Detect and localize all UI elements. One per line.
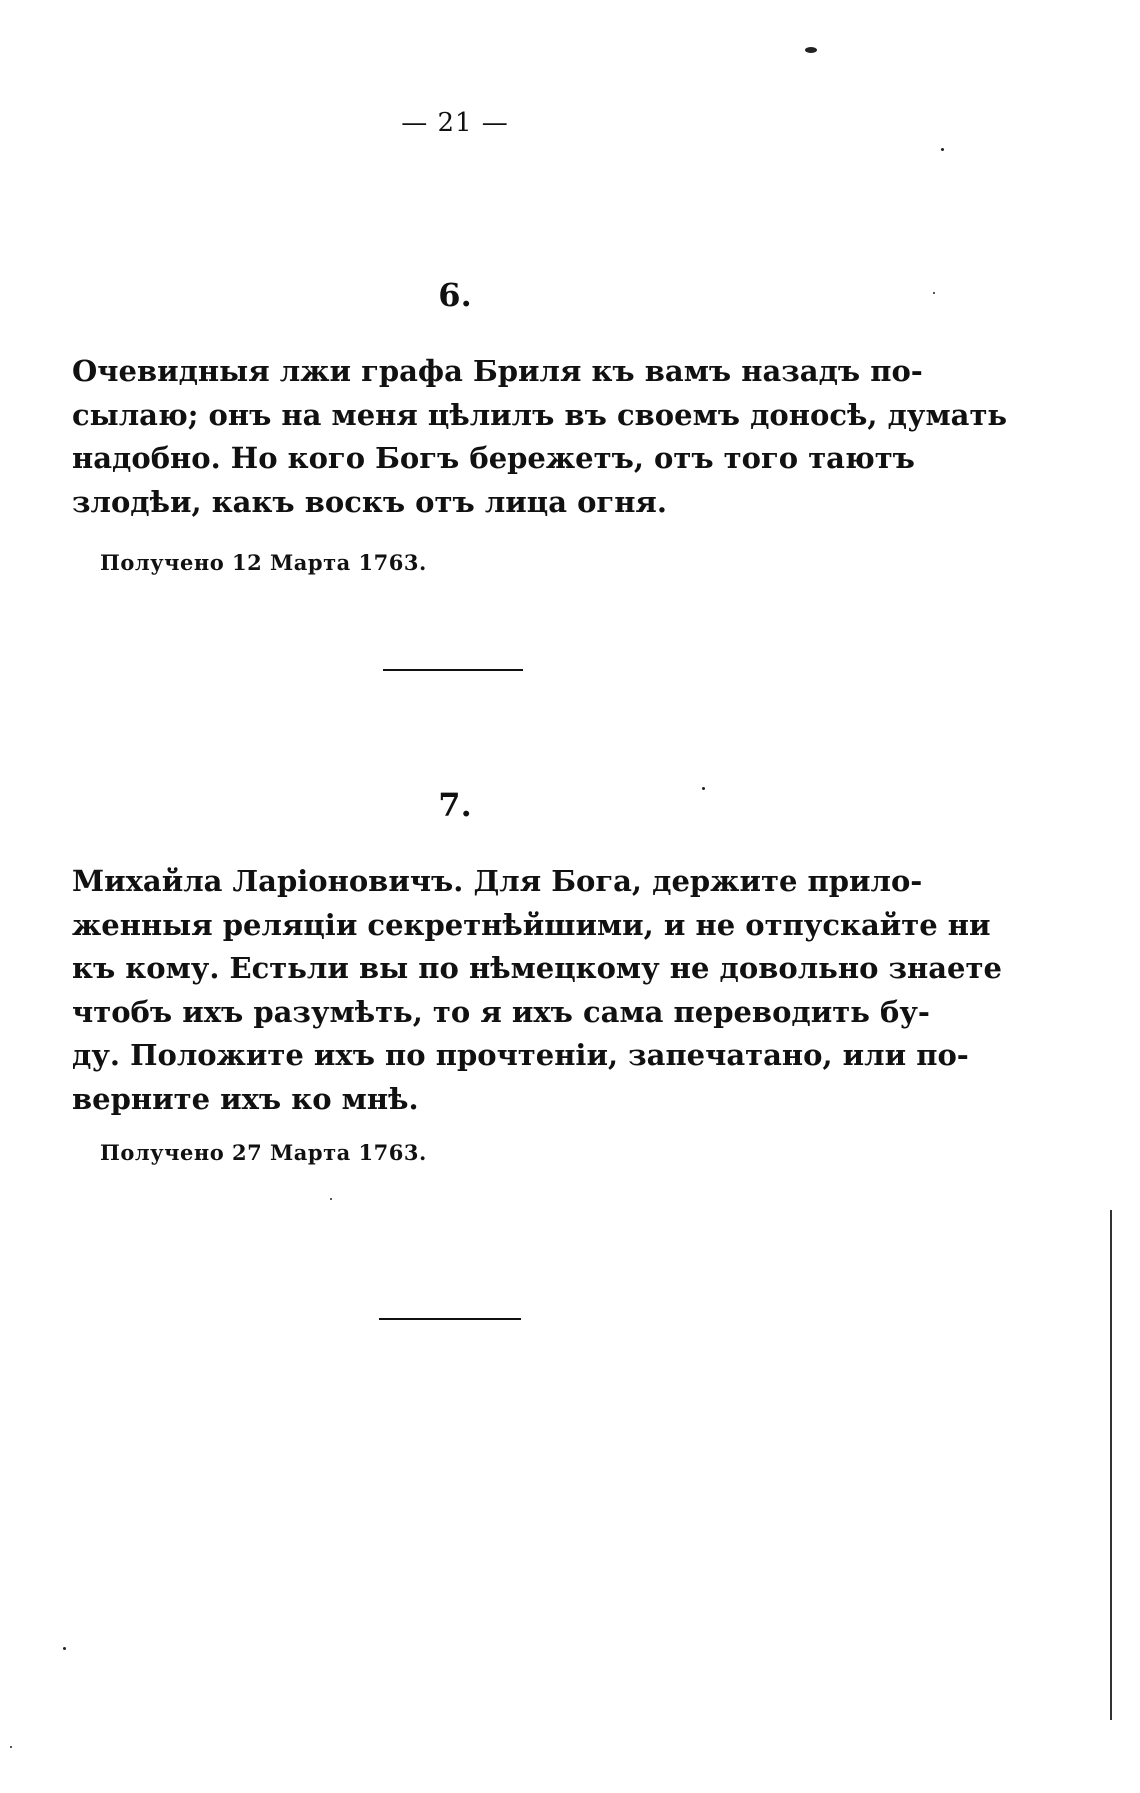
letter-line: Очевидныя лжи графа Бриля къ вамъ назадъ по- — [72, 354, 923, 388]
letter-body — [72, 860, 1002, 1121]
letter-line: чтобъ ихъ разумѣть, то я ихъ сама переводить бу- — [72, 994, 930, 1029]
letter-line: верните ихъ ко мнѣ. — [72, 1081, 419, 1116]
page-number: — 21 — — [401, 108, 509, 138]
section-divider — [379, 1318, 521, 1320]
scan-speck — [63, 1647, 66, 1650]
received-date: Получено 27 Марта 1763. — [100, 1140, 427, 1165]
scan-speck — [702, 787, 705, 790]
scan-speck — [10, 1746, 12, 1748]
scan-speck — [933, 292, 935, 294]
scan-speck — [805, 47, 817, 53]
letter-line: къ кому. Естьли вы по нѣмецкому не довольно знаете — [72, 951, 1002, 985]
letter-body — [72, 350, 1008, 524]
scan-speck — [941, 148, 944, 151]
letter-line: сылаю; онъ на меня цѣлилъ въ своемъ доносѣ, думать — [72, 397, 1008, 432]
scan-speck — [330, 1198, 332, 1200]
letter-line: надобно. Но кого Богъ бережетъ, отъ того таютъ — [72, 441, 915, 475]
letter-line: злодѣи, какъ воскъ отъ лица огня. — [72, 484, 667, 519]
letter-line: ду. Положите ихъ по прочтеніи, запечатано, или по- — [72, 1038, 969, 1072]
page-edge-mark — [1110, 1210, 1112, 1720]
letter-line: женныя реляціи секретнѣйшими, и не отпускайте ни — [72, 907, 991, 942]
received-date: Получено 12 Марта 1763. — [100, 550, 427, 575]
section-divider — [383, 669, 523, 671]
letter-number: 6. — [438, 276, 472, 314]
letter-number: 7. — [438, 786, 472, 824]
letter-line: Михайла Ларіоновичъ. Для Бога, держите прило- — [72, 864, 923, 898]
